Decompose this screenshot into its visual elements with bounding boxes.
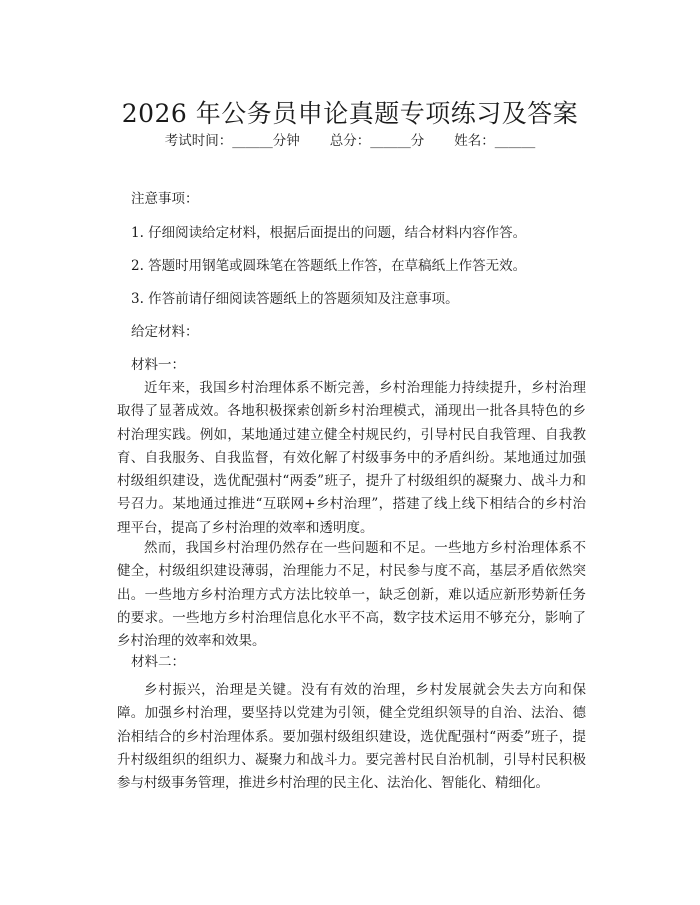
materials-heading: 给定材料： bbox=[131, 324, 199, 340]
notice-item-1: 1. 仔细阅读给定材料，根据后面提出的问题，结合材料内容作答。 bbox=[131, 225, 527, 241]
document-title: 2026 年公务员申论真题专项练习及答案 bbox=[121, 98, 579, 128]
exam-meta-line bbox=[0, 131, 700, 151]
notice-item-3: 3. 作答前请仔细阅读答题纸上的答题须知及注意事项。 bbox=[131, 291, 459, 307]
name-label: 姓名： bbox=[454, 133, 495, 149]
material-2-paragraph-1: 乡村振兴，治理是关键。没有有效的治理，乡村发展就会失去方向和保障。加强乡村治理，要坚持以党建为引领，健全党组织领导的自治、法治、德治相结合的乡村治理体系。要加强村级组织建设，选优配强村“两委”班子，提升村级组织的组织力、凝聚力和战斗力。要完善村民自治机制，引导村民积极参与村级事务管理，推进乡村治理的民主化、法治化、智能化、精细化。 bbox=[117, 682, 586, 792]
exam-time-label: 考试时间： bbox=[164, 133, 233, 149]
material-1-heading: 材料一： bbox=[131, 357, 185, 373]
exam-time-unit: 分钟 bbox=[272, 133, 300, 149]
total-score-label: 总分： bbox=[329, 133, 371, 149]
material-1-paragraph-2: 然而，我国乡村治理仍然存在一些问题和不足。一些地方乡村治理体系不健全，村级组织建设薄弱，治理能力不足，村民参与度不高，基层矛盾依然突出。一些地方乡村治理方式方法比较单一，缺乏创新，难以适应新形势新任务的要求。一些地方乡村治理信息化水平不高，数字技术运用不够充分，影响了乡村治理的效率和效果。 bbox=[117, 540, 586, 650]
exam-time-blank: ______ bbox=[232, 133, 273, 149]
notice-heading: 注意事项： bbox=[131, 191, 199, 207]
material-1-paragraph-1: 近年来，我国乡村治理体系不断完善，乡村治理能力持续提升，乡村治理取得了显著成效。各地积极探索创新乡村治理模式，涌现出一批各具特色的乡村治理实践。例如，某地通过建立健全村规民约，引导村民自我管理、自我教育、自我服务、自我监督，有效化解了村级事务中的矛盾纠纷。某地通过加强村级组织建设，选优配强村“两委”班子，提升了村级组织的凝聚力、战斗力和号召力。某地通过推进“互联网+乡村治理”，搭建了线上线下相结合的乡村治理平台，提高了乡村治理的效率和透明度。 bbox=[117, 380, 586, 536]
total-score-unit: 分 bbox=[410, 133, 425, 149]
total-score-blank: ______ bbox=[370, 133, 411, 149]
name-blank: ______ bbox=[494, 133, 536, 149]
material-2-heading: 材料二： bbox=[131, 654, 185, 670]
notice-item-2: 2. 答题时用钢笔或圆珠笔在答题纸上作答，在草稿纸上作答无效。 bbox=[131, 258, 527, 274]
